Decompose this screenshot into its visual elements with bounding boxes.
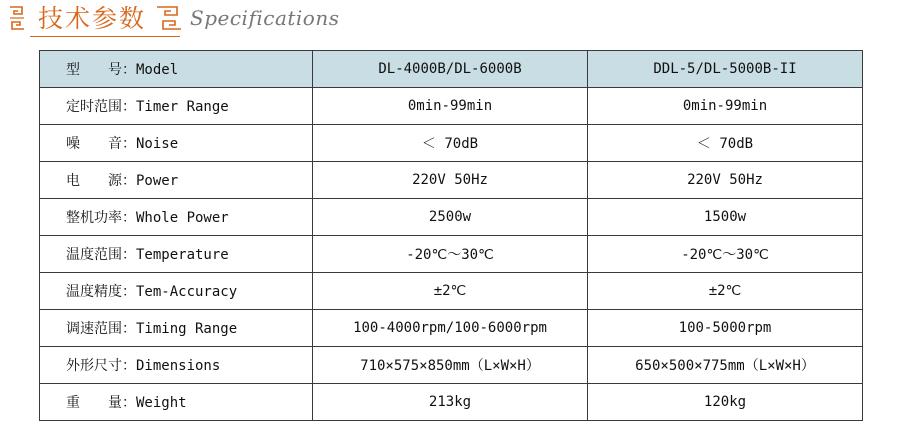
table-row xyxy=(40,199,863,236)
table-header-row xyxy=(40,51,863,88)
table-row xyxy=(40,347,863,384)
spec-value-model-a: -20℃～30℃ xyxy=(313,236,588,273)
spec-value-model-a: 213kg xyxy=(313,384,588,421)
fret-ornament-icon xyxy=(8,5,26,31)
table-row xyxy=(40,273,863,310)
spec-label: 电 源：Power xyxy=(40,162,313,199)
spec-value-model-b: 220V 50Hz xyxy=(588,162,863,199)
spec-value-model-b: ±2℃ xyxy=(588,273,863,310)
table-row xyxy=(40,310,863,347)
spec-label: 温度精度：Tem-Accuracy xyxy=(40,273,313,310)
spec-value-model-b: 650×500×775mm（L×W×H） xyxy=(588,347,863,384)
table-row xyxy=(40,236,863,273)
spec-value-model-b: -20℃～30℃ xyxy=(588,236,863,273)
specifications-table xyxy=(39,50,863,421)
spec-value-model-a: 2500w xyxy=(313,199,588,236)
spec-label: 噪 音：Noise xyxy=(40,125,313,162)
section-header xyxy=(0,0,900,40)
table-row xyxy=(40,88,863,125)
spec-label: 外形尺寸：Dimensions xyxy=(40,347,313,384)
spec-value-model-a: 100-4000rpm/100-6000rpm xyxy=(313,310,588,347)
section-title-cn: 技术参数 xyxy=(38,4,147,33)
spec-value-model-a: 0min-99min xyxy=(313,88,588,125)
spec-label: 重 量：Weight xyxy=(40,384,313,421)
fret-ornament-icon xyxy=(155,5,183,31)
spec-value-model-a: ＜ 70dB xyxy=(313,125,588,162)
spec-value-model-a: 710×575×850mm（L×W×H） xyxy=(313,347,588,384)
spec-value-model-a: ±2℃ xyxy=(313,273,588,310)
spec-value-model-b: ＜ 70dB xyxy=(588,125,863,162)
spec-value-model-b: 1500w xyxy=(588,199,863,236)
header-divider xyxy=(30,36,180,37)
table-row xyxy=(40,125,863,162)
spec-value-model-a: DL-4000B/DL-6000B xyxy=(313,51,588,88)
section-title-en: Specifications xyxy=(190,6,340,30)
spec-label: 定时范围：Timer Range xyxy=(40,88,313,125)
spec-value-model-b: 100-5000rpm xyxy=(588,310,863,347)
spec-value-model-b: 0min-99min xyxy=(588,88,863,125)
spec-value-model-a: 220V 50Hz xyxy=(313,162,588,199)
table-row xyxy=(40,384,863,421)
table-row xyxy=(40,162,863,199)
spec-value-model-b: DDL-5/DL-5000B-II xyxy=(588,51,863,88)
spec-label: 整机功率：Whole Power xyxy=(40,199,313,236)
spec-value-model-b: 120kg xyxy=(588,384,863,421)
spec-label: 调速范围：Timing Range xyxy=(40,310,313,347)
spec-label: 温度范围：Temperature xyxy=(40,236,313,273)
spec-label: 型 号：Model xyxy=(40,51,313,88)
